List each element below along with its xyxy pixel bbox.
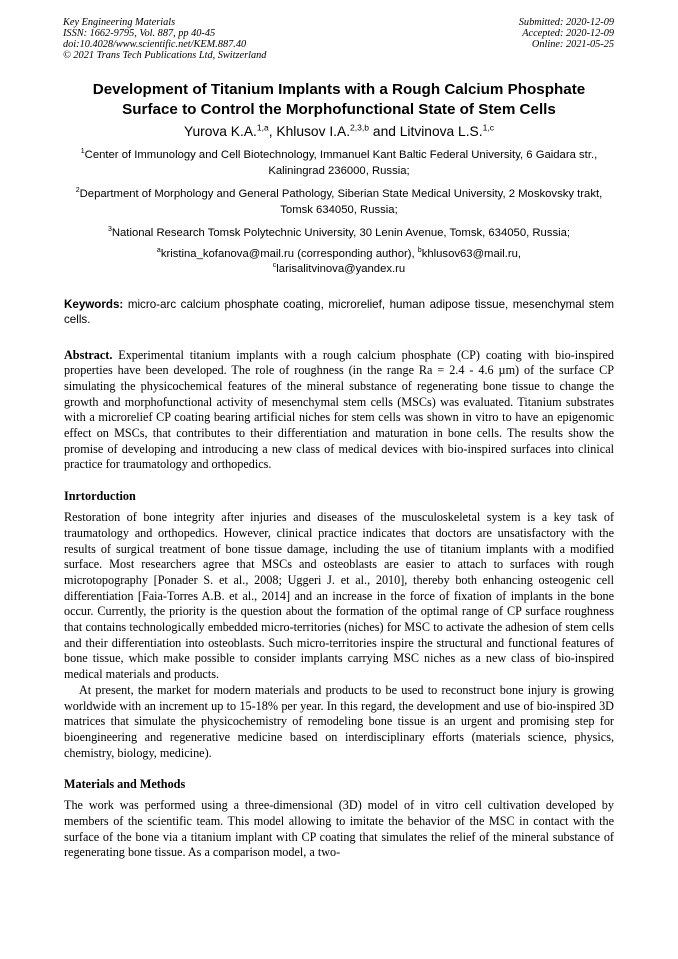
journal-header (63, 17, 614, 61)
affiliation-marker: 1 (80, 148, 85, 156)
author-affiliation-marker: 1,a (256, 122, 269, 133)
affiliation-text: National Research Tomsk Polytechnic University, 30 Lenin Avenue, Tomsk, 634050, Russia; (111, 227, 571, 239)
keywords (64, 297, 614, 327)
date-accepted: Accepted: 2020-12-09 (522, 28, 614, 39)
keywords-text: micro-arc calcium phosphate coating, microrelief, human adipose tissue, mesenchymal stem cells. (64, 297, 614, 326)
date-online: Online: 2021-05-25 (531, 39, 614, 50)
affiliation (64, 226, 614, 242)
paper-title: Development of Titanium Implants with a Rough Calcium Phosphate Surface to Control the Morphofunctional State of Stem Cells (92, 81, 586, 118)
author-name: Litvinova L.S. (399, 124, 483, 139)
affiliation-marker: 3 (107, 226, 112, 234)
affiliation (64, 187, 614, 218)
journal-issn: ISSN: 1662-9795, Vol. 887, pp 40-45 (63, 28, 216, 39)
keywords-label: Keywords: (64, 297, 124, 311)
section-heading-methods: Materials and Methods (64, 777, 186, 792)
email-list (64, 247, 614, 278)
author-name: Khlusov I.A. (276, 124, 351, 139)
abstract (64, 348, 614, 474)
author-name: Yurova K.A. (184, 124, 257, 139)
publication-dates (519, 17, 614, 61)
author-separator: and (369, 124, 400, 139)
email-marker: b (417, 246, 422, 254)
journal-doi: doi:10.4028/www.scientific.net/KEM.887.40 (63, 39, 247, 50)
journal-name: Key Engineering Materials (63, 17, 176, 28)
affiliation (64, 148, 614, 179)
introduction-paragraph: At present, the market for modern materials and products to be used to reconstruct bone injury is growing worldwide with an increment up to 15-18% per year. In this regard, the development and use of bio-inspired 3D matrices that simulate the physicochemistry of remodeling bone tissue is an urgent and promising step for bioengineering and regenerative medicine based on interdisciplinary efforts (materials science, physics, chemistry, biology, medicine). (64, 682, 614, 760)
methods-paragraph: The work was performed using a three-dimensional (3D) model of in vitro cell cultivation developed by members of the scientific team. This model allowing to imitate the behavior of the MSC in contact with the surface of the bone via a titanium implant with CP coating that simulates the relief of the mineral substance of regenerating bone tissue. As a comparison model, a two- (64, 798, 614, 860)
date-submitted: Submitted: 2020-12-09 (518, 17, 614, 28)
author-separator: , (268, 124, 277, 139)
journal-info (63, 17, 266, 61)
email-address: khlusov63@mail.ru, (421, 247, 522, 260)
affiliation-text: Center of Immunology and Cell Biotechnology, Immanuel Kant Baltic Federal University, 6 Gaidara str., Kaliningrad 236000, Russia; (84, 149, 598, 177)
email-marker: a (156, 246, 161, 254)
section-heading-introduction: Inrtorduction (64, 489, 136, 504)
abstract-text: Experimental titanium implants with a rough calcium phosphate (CP) coating with bio-inspired properties have been developed. The role of roughness (in the range Ra = 2.4 - 4.6 µm) of the surface CP simulating the physicochemical features of the mineral substance of regenerating bone tissue to change the growth and morphofunctional activity of mesenchymal stem cells (MSCs) was evaluated. Titanium substrates with a microrelief CP coating bearing artificial niches for stem cells was shown in vitro to have an epigenomic effect on MSCs, that contributes to their differentiation and maturation in bone cells. The results show the promise of developing and introducing a new class of medical devices with bio-inspired surfaces into clinical practice for traumatology and orthopedics. (64, 347, 614, 472)
email-address: larisalitvinova@yandex.ru (276, 263, 406, 275)
journal-copyright: © 2021 Trans Tech Publications Ltd, Switzerland (63, 50, 267, 61)
author-affiliation-marker: 1,c (482, 122, 494, 133)
paper-page (64, 17, 614, 861)
email-corresponding: kristina_kofanova@mail.ru (corresponding author), (160, 247, 418, 260)
email-marker: c (272, 262, 277, 270)
author-list (64, 123, 614, 140)
affiliation-marker: 2 (75, 187, 80, 195)
introduction-paragraph: Restoration of bone integrity after injuries and diseases of the musculoskeletal system is a key task of traumatology and orthopedics. However, clinical practice indicates that doctors are unsatisfactory with the results of surgical treatment of bone tissue damage, including the use of titanium implants with a modified surface. Most researchers agree that MSCs and osteoblasts are easier to attach to surfaces with rough microtopography [Ponader S. et al., 2008; Uggeri J. et al., 2010], thereby both enhancing osteogenic cell differentiation [Faia-Torres A.B. et al., 2014] and an increase in the force of fixation of implants in the bone occur. Currently, the priority is the question about the formation of the optimal range of CP surface roughness that contains technologically embedded micro-territories (niches) for MSC to activate the adhesion of stem cells and their differentiation into osteoblasts. Such micro-territories inspire the structural and functional features of bone tissue, which make possible to consider implants carrying MSC niches as a new class of bio-inspired medical materials and products. (64, 510, 614, 682)
abstract-label: Abstract. (64, 347, 113, 362)
affiliation-text: Department of Morphology and General Pathology, Siberian State Medical University, 2 Moskovsky trakt, Tomsk 634050, Russia; (79, 188, 603, 216)
author-affiliation-marker: 2,3,b (350, 122, 370, 133)
